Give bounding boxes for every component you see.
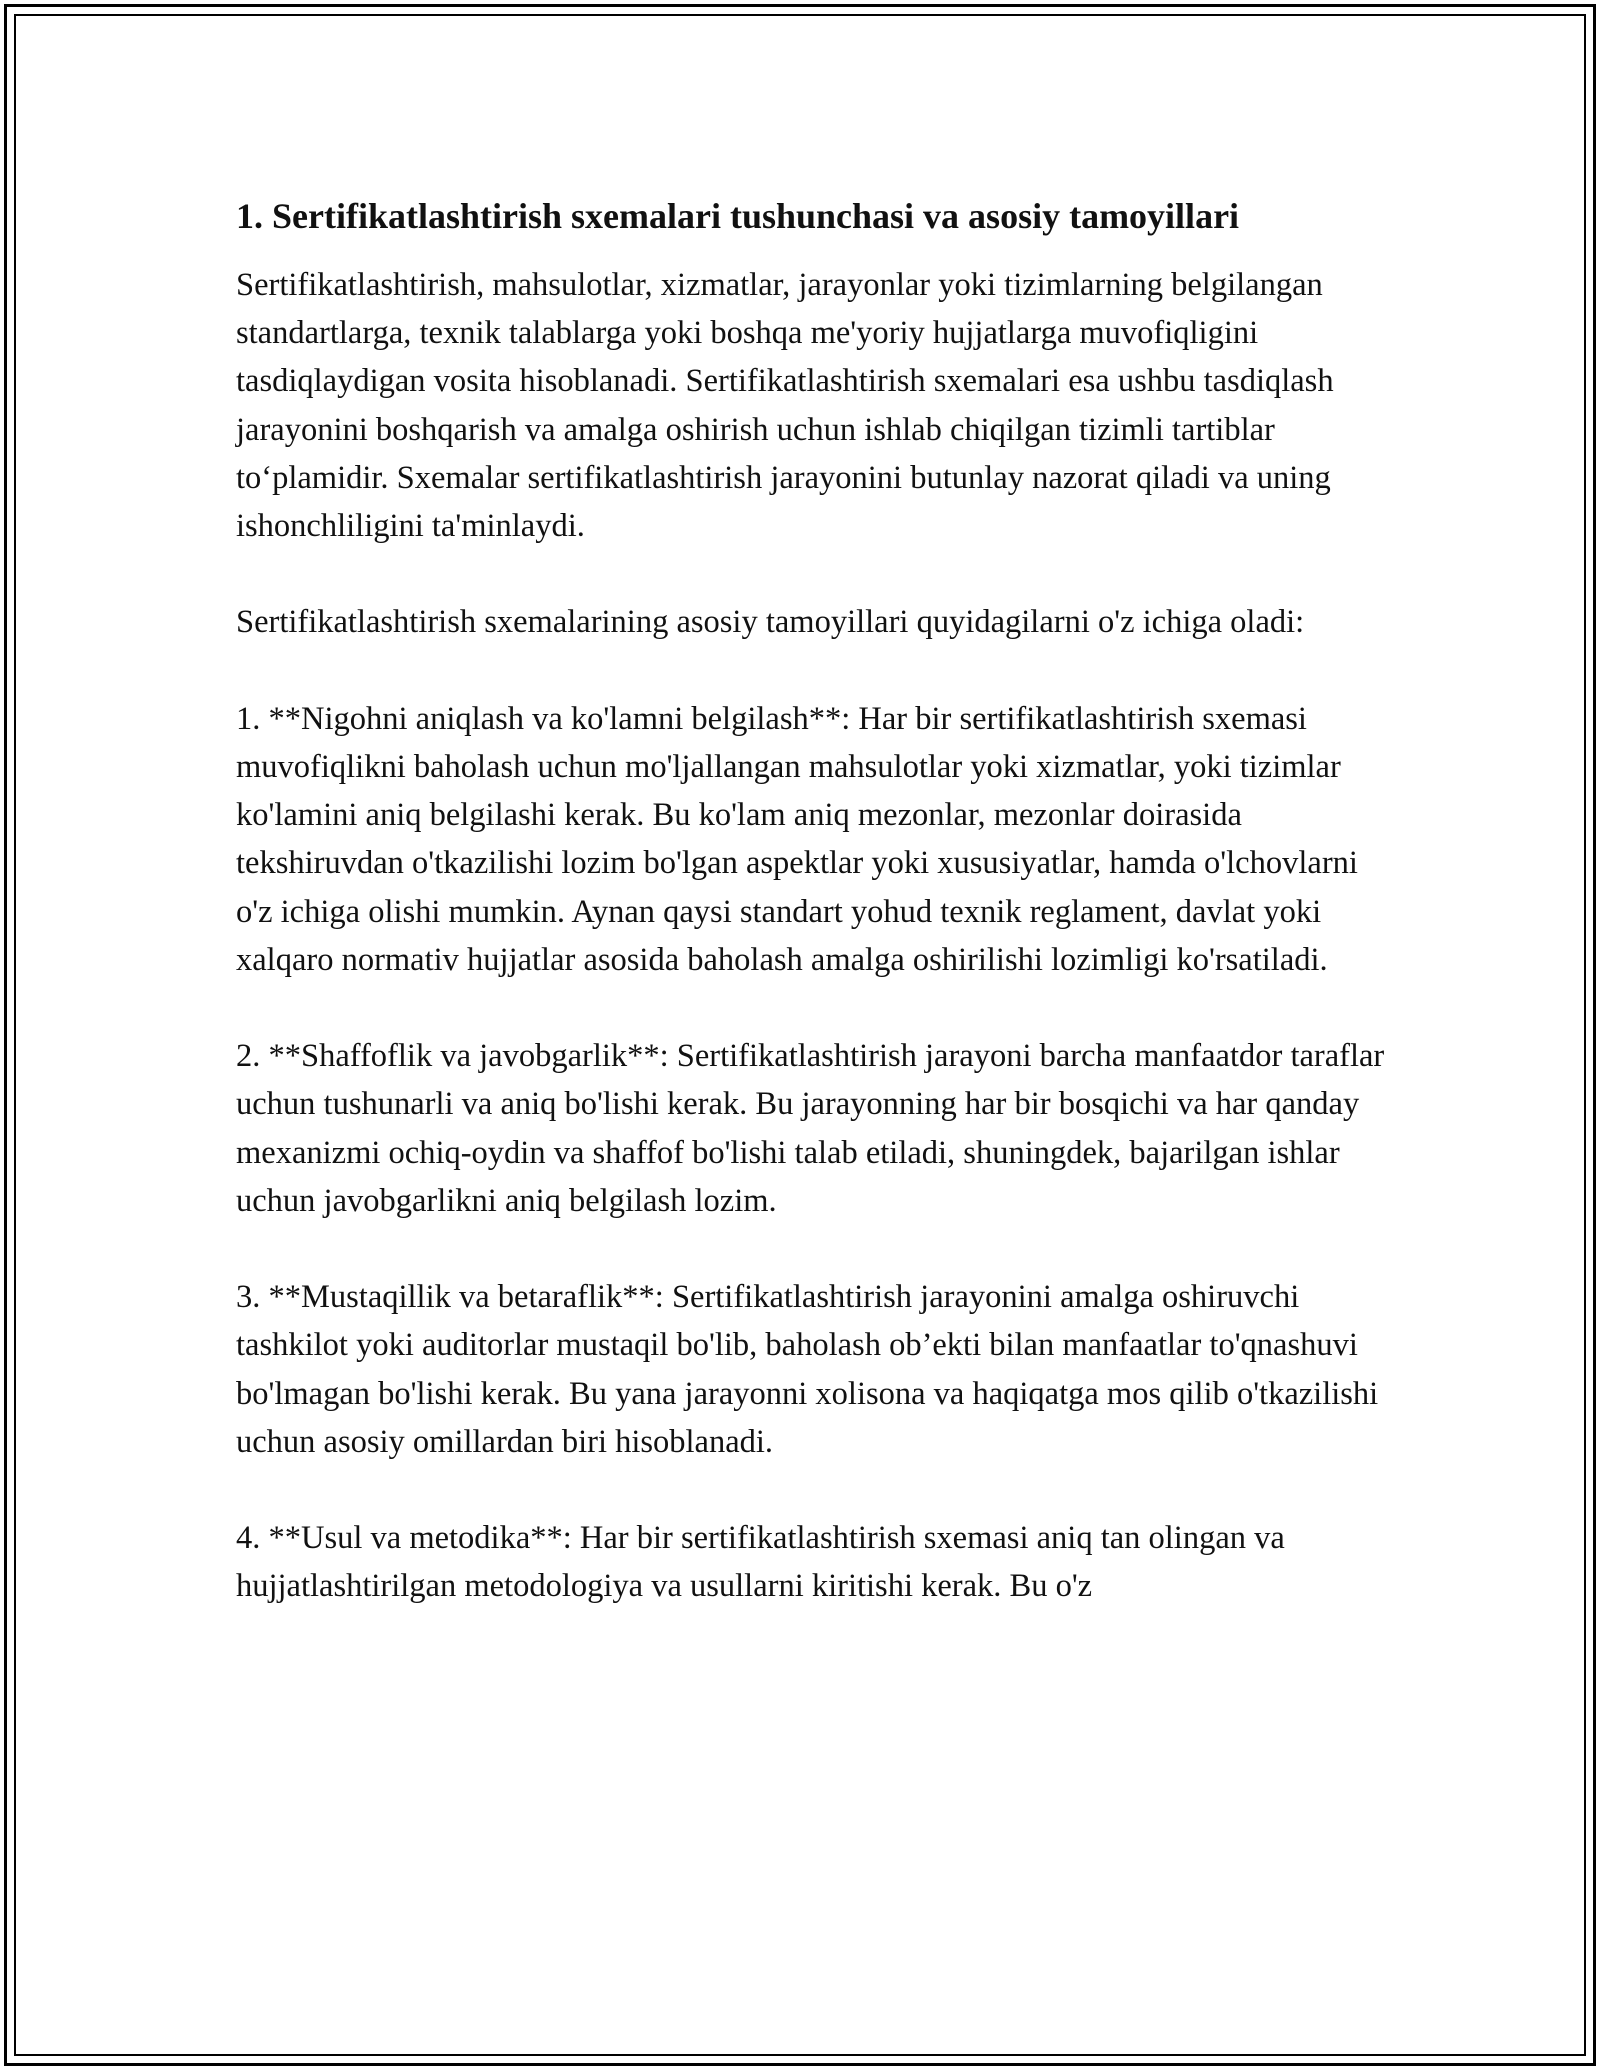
principle-2-paragraph: 2. **Shaffoflik va javobgarlik**: Sertifikatlashtirish jarayoni barcha manfaatdor taraflar uchun tushunarli va aniq bo'lishi kerak. Bu jarayonning har bir bosqichi va har qanday mexanizmi ochiq-oydin va shaffof bo'lishi talab etiladi, shuningdek, bajarilgan ishlar uchun javobgarlikni aniq belgilash lozim. [236, 1038, 1385, 1219]
intro-paragraph: Sertifikatlashtirish, mahsulotlar, xizmatlar, jarayonlar yoki tizimlarning belgilangan standartlarga, texnik talablarga yoki boshqa me'yoriy hujjatlarga muvofiqligini tasdiqlaydigan vosita hisoblanadi. Sertifikatlashtirish sxemalari esa ushbu tasdiqlash jarayonini boshqarish va amalga oshirish uchun ishlab chiqilgan tizimli tartiblar to‘plamidir. Sxemalar sertifikatlashtirish jarayonini butunlay nazorat qiladi va uning ishonchliligini ta'minlaydi. [236, 267, 1334, 545]
principle-4-paragraph: 4. **Usul va metodika**: Har bir sertifikatlashtirish sxemasi aniq tan olingan va hujjatlashtirilgan metodologiya va usullarni kiritishi kerak. Bu o'z [236, 1520, 1285, 1605]
principle-1-paragraph: 1. **Nigohni aniqlash va ko'lamni belgilash**: Har bir sertifikatlashtirish sxemasi muvofiqlikni baholash uchun mo'ljallangan mahsulotlar yoki xizmatlar, yoki tizimlar ko'lamini aniq belgilashi kerak. Bu ko'lam aniq mezonlar, mezonlar doirasida tekshiruvdan o'tkazilishi lozim bo'lgan aspektlar yoki xususiyatlar, hamda o'lchovlarni o'z ichiga olishi mumkin. Aynan qaysi standart yohud texnik reglament, davlat yoki xalqaro normativ hujjatlar asosida baholash amalga oshirilishi lozimligi ko'rsatiladi. [236, 700, 1358, 978]
document-body [236, 190, 1386, 1659]
principles-lead-paragraph: Sertifikatlashtirish sxemalarining asosiy tamoyillari quyidagilarni o'z ichiga oladi: [236, 604, 1305, 641]
principle-3-paragraph: 3. **Mustaqillik va betaraflik**: Sertifikatlashtirish jarayonini amalga oshiruvchi tashkilot yoki auditorlar mustaqil bo'lib, baholash ob’ekti bilan manfaatlar to'qnashuvi bo'lmagan bo'lishi kerak. Bu yana jarayonni xolisona va haqiqatga mos qilib o'tkazilishi uchun asosiy omillardan biri hisoblanadi. [236, 1279, 1379, 1460]
section-heading: 1. Sertifikatlashtirish sxemalari tushunchasi va asosiy tamoyillari [236, 196, 1240, 236]
